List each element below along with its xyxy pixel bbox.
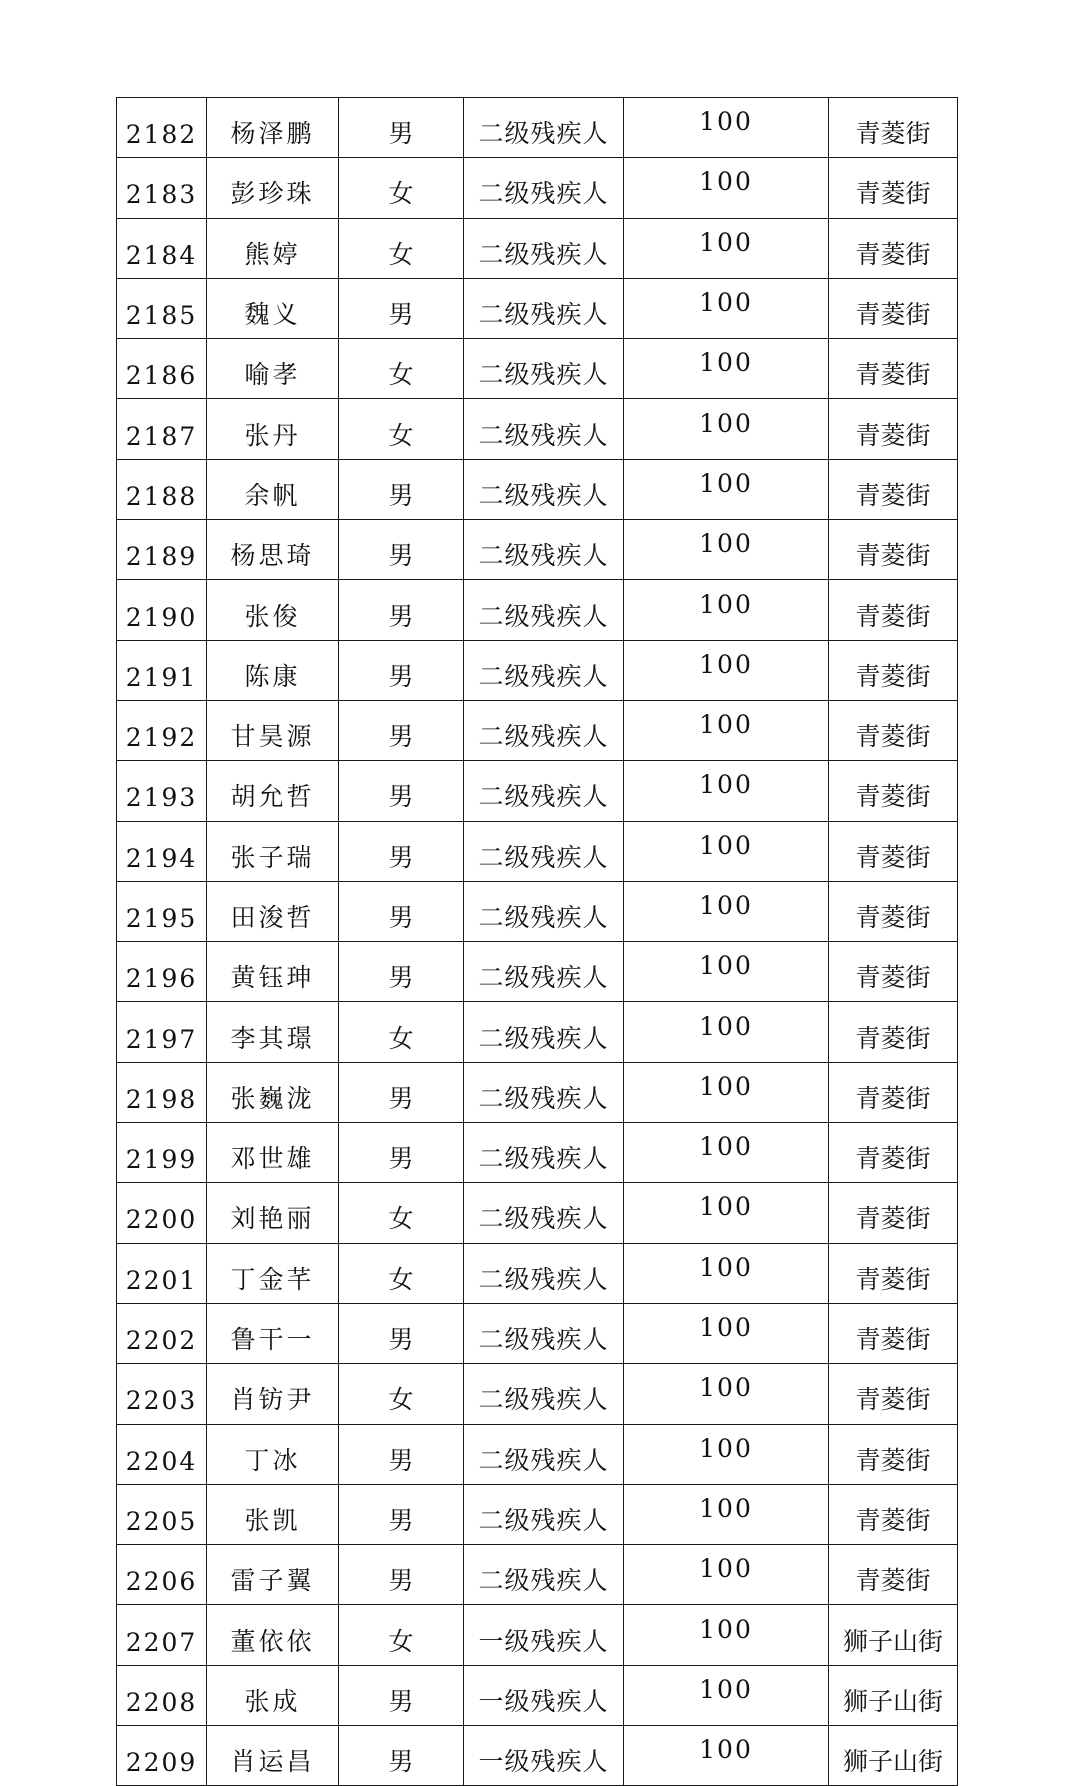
table-row (117, 881, 958, 941)
cell-amount: 100 (624, 1424, 829, 1484)
cell-name: 彭珍珠 (207, 158, 339, 218)
cell-name: 陈康 (207, 640, 339, 700)
cell-street: 青菱街 (829, 640, 958, 700)
cell-disability-level: 二级残疾人 (464, 821, 624, 881)
cell-sex: 男 (339, 520, 464, 580)
cell-sex: 男 (339, 700, 464, 760)
cell-street: 青菱街 (829, 1424, 958, 1484)
cell-number: 2195 (117, 881, 207, 941)
cell-disability-level: 二级残疾人 (464, 580, 624, 640)
cell-amount: 100 (624, 1665, 829, 1725)
cell-amount: 100 (624, 339, 829, 399)
cell-disability-level: 一级残疾人 (464, 1665, 624, 1725)
cell-disability-level: 二级残疾人 (464, 1484, 624, 1544)
cell-sex: 男 (339, 1726, 464, 1786)
cell-amount: 100 (624, 459, 829, 519)
cell-sex: 女 (339, 1605, 464, 1665)
cell-disability-level: 二级残疾人 (464, 1002, 624, 1062)
table-row (117, 821, 958, 881)
cell-amount: 100 (624, 1605, 829, 1665)
cell-disability-level: 二级残疾人 (464, 1424, 624, 1484)
cell-sex: 男 (339, 1484, 464, 1544)
cell-disability-level: 二级残疾人 (464, 700, 624, 760)
cell-name: 张子瑞 (207, 821, 339, 881)
cell-name: 雷子翼 (207, 1545, 339, 1605)
table-row (117, 761, 958, 821)
cell-sex: 男 (339, 1545, 464, 1605)
roster-table (116, 97, 958, 1786)
table-row (117, 942, 958, 1002)
cell-amount: 100 (624, 1062, 829, 1122)
cell-amount: 100 (624, 1545, 829, 1605)
cell-name: 李其璟 (207, 1002, 339, 1062)
cell-number: 2188 (117, 459, 207, 519)
table-row (117, 1002, 958, 1062)
cell-street: 青菱街 (829, 339, 958, 399)
cell-name: 张丹 (207, 399, 339, 459)
cell-sex: 男 (339, 278, 464, 338)
cell-disability-level: 二级残疾人 (464, 158, 624, 218)
cell-disability-level: 二级残疾人 (464, 339, 624, 399)
cell-number: 2207 (117, 1605, 207, 1665)
table-row (117, 98, 958, 158)
table-row (117, 1243, 958, 1303)
cell-sex: 女 (339, 339, 464, 399)
cell-name: 刘艳丽 (207, 1183, 339, 1243)
table-row (117, 1062, 958, 1122)
cell-name: 黄钰珅 (207, 942, 339, 1002)
cell-disability-level: 二级残疾人 (464, 278, 624, 338)
cell-number: 2196 (117, 942, 207, 1002)
cell-number: 2189 (117, 520, 207, 580)
cell-amount: 100 (624, 98, 829, 158)
table-row (117, 1665, 958, 1725)
cell-disability-level: 二级残疾人 (464, 1303, 624, 1363)
cell-amount: 100 (624, 158, 829, 218)
cell-street: 青菱街 (829, 1364, 958, 1424)
cell-sex: 女 (339, 1364, 464, 1424)
cell-number: 2201 (117, 1243, 207, 1303)
cell-street: 青菱街 (829, 700, 958, 760)
cell-amount: 100 (624, 1243, 829, 1303)
cell-number: 2209 (117, 1726, 207, 1786)
cell-name: 喻孝 (207, 339, 339, 399)
table-row (117, 1605, 958, 1665)
cell-number: 2197 (117, 1002, 207, 1062)
table-row (117, 158, 958, 218)
table-row (117, 218, 958, 278)
cell-street: 狮子山街 (829, 1726, 958, 1786)
table-row (117, 580, 958, 640)
cell-street: 青菱街 (829, 761, 958, 821)
cell-name: 张凯 (207, 1484, 339, 1544)
cell-number: 2183 (117, 158, 207, 218)
cell-street: 青菱街 (829, 218, 958, 278)
cell-amount: 100 (624, 881, 829, 941)
cell-number: 2190 (117, 580, 207, 640)
cell-number: 2198 (117, 1062, 207, 1122)
cell-sex: 男 (339, 881, 464, 941)
cell-name: 胡允哲 (207, 761, 339, 821)
cell-street: 青菱街 (829, 459, 958, 519)
cell-disability-level: 二级残疾人 (464, 1364, 624, 1424)
cell-disability-level: 二级残疾人 (464, 218, 624, 278)
cell-name: 丁金芊 (207, 1243, 339, 1303)
table-row (117, 399, 958, 459)
cell-name: 邓世雄 (207, 1123, 339, 1183)
cell-disability-level: 二级残疾人 (464, 942, 624, 1002)
cell-street: 青菱街 (829, 942, 958, 1002)
cell-name: 鲁干一 (207, 1303, 339, 1363)
cell-number: 2202 (117, 1303, 207, 1363)
cell-disability-level: 一级残疾人 (464, 1605, 624, 1665)
cell-sex: 男 (339, 821, 464, 881)
cell-disability-level: 二级残疾人 (464, 1243, 624, 1303)
cell-street: 青菱街 (829, 520, 958, 580)
cell-sex: 女 (339, 399, 464, 459)
cell-street: 青菱街 (829, 1183, 958, 1243)
table-row (117, 520, 958, 580)
cell-number: 2186 (117, 339, 207, 399)
cell-sex: 男 (339, 580, 464, 640)
cell-street: 青菱街 (829, 1002, 958, 1062)
cell-sex: 女 (339, 218, 464, 278)
table-row (117, 1364, 958, 1424)
cell-amount: 100 (624, 218, 829, 278)
table-row (117, 1545, 958, 1605)
cell-sex: 女 (339, 1243, 464, 1303)
cell-number: 2192 (117, 700, 207, 760)
cell-disability-level: 一级残疾人 (464, 1726, 624, 1786)
cell-sex: 女 (339, 1183, 464, 1243)
table-row (117, 700, 958, 760)
cell-name: 张俊 (207, 580, 339, 640)
table-row (117, 339, 958, 399)
roster-table-body (117, 98, 958, 1786)
cell-sex: 男 (339, 1665, 464, 1725)
cell-amount: 100 (624, 399, 829, 459)
cell-amount: 100 (624, 1303, 829, 1363)
cell-street: 青菱街 (829, 821, 958, 881)
cell-number: 2194 (117, 821, 207, 881)
cell-amount: 100 (624, 1123, 829, 1183)
cell-disability-level: 二级残疾人 (464, 1062, 624, 1122)
cell-disability-level: 二级残疾人 (464, 1545, 624, 1605)
cell-amount: 100 (624, 1364, 829, 1424)
cell-sex: 男 (339, 1303, 464, 1363)
cell-street: 青菱街 (829, 399, 958, 459)
cell-number: 2205 (117, 1484, 207, 1544)
cell-name: 肖钫尹 (207, 1364, 339, 1424)
cell-number: 2191 (117, 640, 207, 700)
cell-sex: 男 (339, 942, 464, 1002)
cell-amount: 100 (624, 580, 829, 640)
table-row (117, 1303, 958, 1363)
cell-street: 青菱街 (829, 1062, 958, 1122)
cell-disability-level: 二级残疾人 (464, 98, 624, 158)
cell-disability-level: 二级残疾人 (464, 881, 624, 941)
cell-street: 青菱街 (829, 278, 958, 338)
cell-amount: 100 (624, 640, 829, 700)
cell-sex: 女 (339, 158, 464, 218)
cell-name: 熊婷 (207, 218, 339, 278)
cell-number: 2193 (117, 761, 207, 821)
cell-name: 董依依 (207, 1605, 339, 1665)
cell-number: 2182 (117, 98, 207, 158)
cell-amount: 100 (624, 1002, 829, 1062)
cell-street: 青菱街 (829, 158, 958, 218)
cell-disability-level: 二级残疾人 (464, 761, 624, 821)
table-row (117, 278, 958, 338)
cell-name: 丁冰 (207, 1424, 339, 1484)
cell-number: 2206 (117, 1545, 207, 1605)
cell-street: 青菱街 (829, 1243, 958, 1303)
cell-amount: 100 (624, 821, 829, 881)
cell-name: 田浚哲 (207, 881, 339, 941)
cell-number: 2185 (117, 278, 207, 338)
cell-disability-level: 二级残疾人 (464, 1183, 624, 1243)
cell-number: 2203 (117, 1364, 207, 1424)
cell-street: 青菱街 (829, 98, 958, 158)
cell-street: 青菱街 (829, 1545, 958, 1605)
table-row (117, 640, 958, 700)
cell-amount: 100 (624, 1183, 829, 1243)
table-row (117, 459, 958, 519)
cell-street: 青菱街 (829, 580, 958, 640)
table-row (117, 1183, 958, 1243)
cell-name: 张成 (207, 1665, 339, 1725)
cell-amount: 100 (624, 520, 829, 580)
cell-number: 2184 (117, 218, 207, 278)
cell-sex: 男 (339, 1424, 464, 1484)
table-row (117, 1484, 958, 1544)
cell-disability-level: 二级残疾人 (464, 1123, 624, 1183)
cell-number: 2208 (117, 1665, 207, 1725)
cell-sex: 男 (339, 459, 464, 519)
cell-sex: 男 (339, 1123, 464, 1183)
cell-disability-level: 二级残疾人 (464, 640, 624, 700)
cell-name: 杨思琦 (207, 520, 339, 580)
cell-street: 青菱街 (829, 1303, 958, 1363)
cell-name: 肖运昌 (207, 1726, 339, 1786)
cell-amount: 100 (624, 700, 829, 760)
cell-disability-level: 二级残疾人 (464, 520, 624, 580)
cell-number: 2200 (117, 1183, 207, 1243)
cell-number: 2199 (117, 1123, 207, 1183)
cell-amount: 100 (624, 1484, 829, 1544)
cell-sex: 男 (339, 1062, 464, 1122)
cell-disability-level: 二级残疾人 (464, 399, 624, 459)
cell-sex: 女 (339, 1002, 464, 1062)
cell-name: 余帆 (207, 459, 339, 519)
table-row (117, 1726, 958, 1786)
cell-name: 魏义 (207, 278, 339, 338)
cell-name: 杨泽鹏 (207, 98, 339, 158)
cell-name: 甘昊源 (207, 700, 339, 760)
cell-amount: 100 (624, 942, 829, 1002)
cell-street: 狮子山街 (829, 1605, 958, 1665)
table-row (117, 1424, 958, 1484)
cell-name: 张巍泷 (207, 1062, 339, 1122)
cell-amount: 100 (624, 1726, 829, 1786)
cell-number: 2187 (117, 399, 207, 459)
cell-street: 青菱街 (829, 881, 958, 941)
cell-sex: 男 (339, 640, 464, 700)
cell-amount: 100 (624, 761, 829, 821)
cell-street: 狮子山街 (829, 1665, 958, 1725)
cell-amount: 100 (624, 278, 829, 338)
cell-disability-level: 二级残疾人 (464, 459, 624, 519)
cell-street: 青菱街 (829, 1484, 958, 1544)
cell-street: 青菱街 (829, 1123, 958, 1183)
cell-sex: 男 (339, 98, 464, 158)
cell-sex: 男 (339, 761, 464, 821)
cell-number: 2204 (117, 1424, 207, 1484)
table-row (117, 1123, 958, 1183)
